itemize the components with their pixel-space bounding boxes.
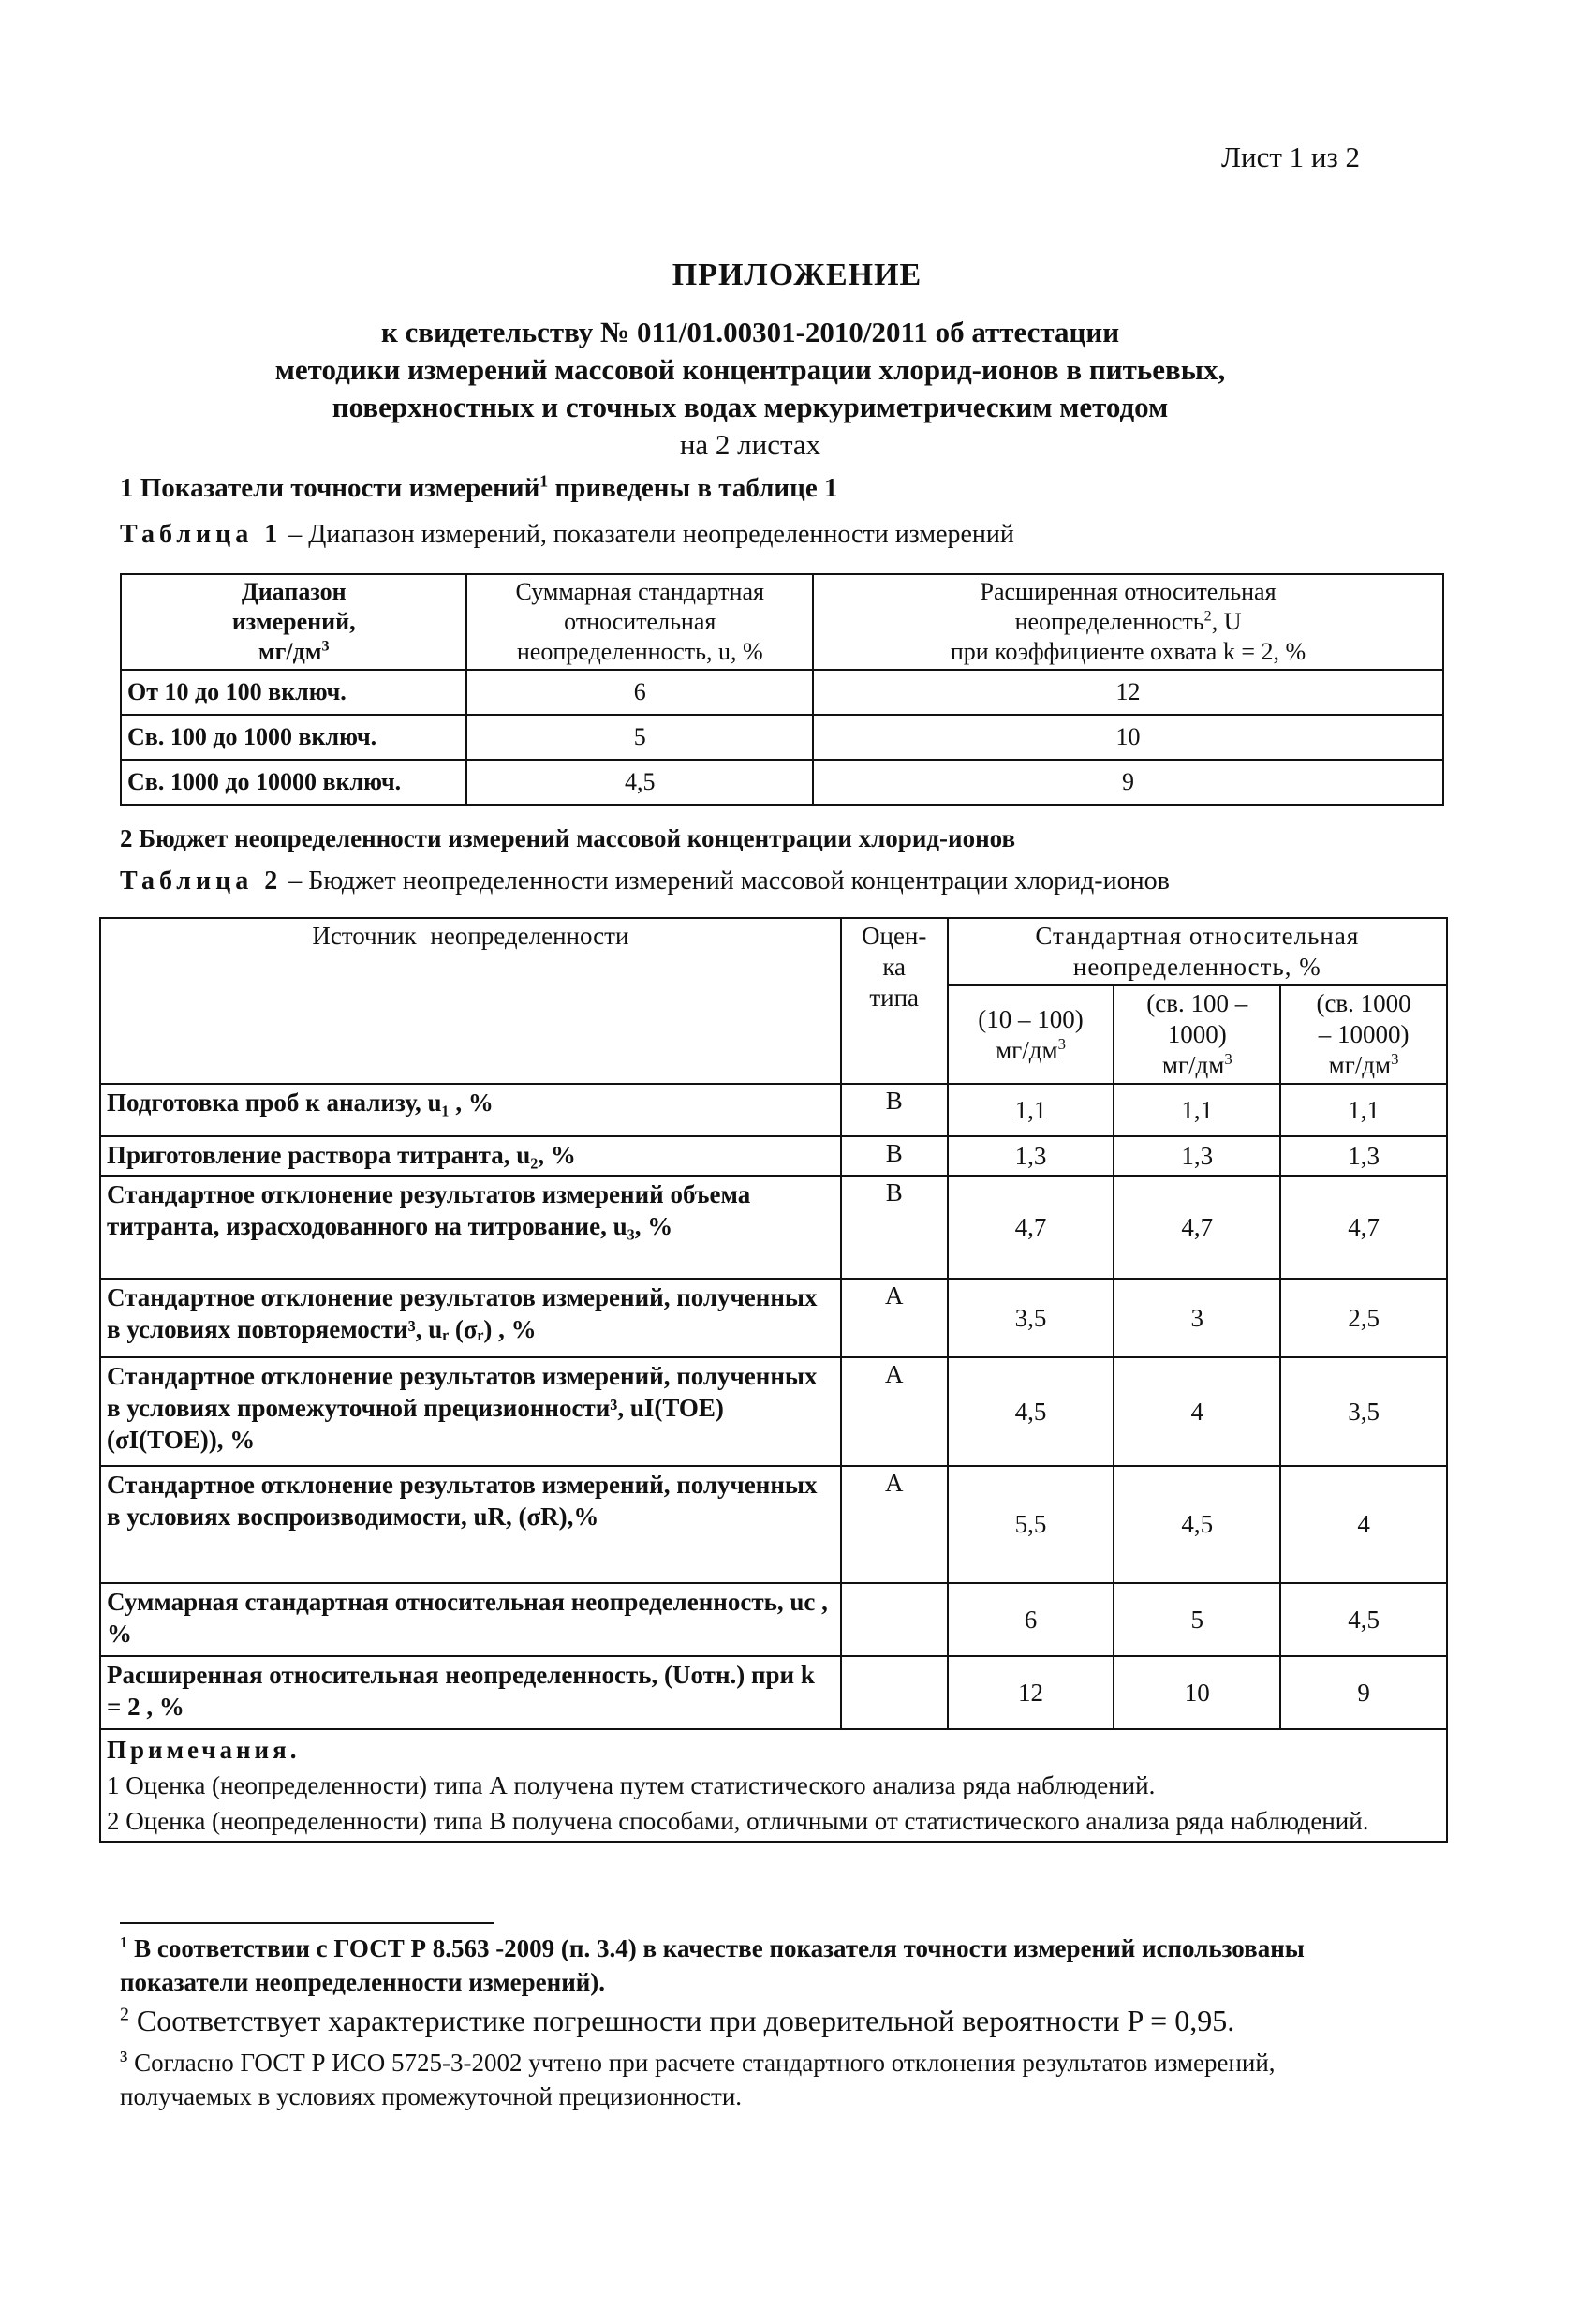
source-cell: Подготовка проб к анализу, u₁ , %: [100, 1084, 841, 1136]
type-cell: [841, 1656, 948, 1729]
header-range-2: [1114, 985, 1280, 1084]
footnote-text: В соответствии с ГОСТ Р 8.563 -2009 (п. 3.4) в качестве показателя точности измерений использованы показатели неопределенности измерений).: [120, 1934, 1305, 1996]
source-cell: Суммарная стандартная относительная неопределенность, uc , %: [100, 1583, 841, 1656]
header-text: – 10000): [1318, 1020, 1410, 1048]
header-text: неопределенность, u, %: [516, 638, 763, 665]
source-cell: Стандартное отклонение результатов измерений объема титранта, израсходованного на титрование, u₃, %: [100, 1176, 841, 1279]
value-cell: 5,5: [948, 1466, 1114, 1583]
value-cell: 4: [1114, 1357, 1280, 1466]
table-1-caption: [120, 520, 1014, 550]
footnote-mark: 1: [120, 1933, 128, 1951]
header-U: [813, 574, 1443, 670]
notes-cell: [100, 1729, 1447, 1842]
type-cell: В: [841, 1084, 948, 1136]
table-2-label: Таблица 2: [120, 866, 283, 896]
value-cell: 2,5: [1280, 1279, 1447, 1357]
value-cell: 9: [1280, 1656, 1447, 1729]
table-2-header: [100, 918, 1447, 985]
value-cell: 4: [1280, 1466, 1447, 1583]
heading-line-4: на 2 листах: [679, 428, 821, 461]
table-row: [100, 1136, 1447, 1176]
source-cell: Стандартное отклонение результатов измерений, полученных в условиях воспроизводимости, uR, (σR),%: [100, 1466, 841, 1583]
header-text: типа: [869, 984, 920, 1012]
header-text: $мг/дм^3$: [1161, 1050, 1232, 1079]
header-u: [466, 574, 813, 670]
header-text: измерений,: [231, 608, 356, 635]
footnote-1: [120, 1932, 1365, 1999]
table-row: [121, 760, 1443, 805]
range-cell: Св. 100 до 1000 включ.: [121, 715, 466, 760]
notes-title: Примечания.: [107, 1736, 301, 1764]
source-cell: Стандартное отклонение результатов измерений, полученных в условиях повторяемости³, uᵣ (σᵣ) , %: [100, 1279, 841, 1357]
table-row: [100, 1084, 1447, 1136]
header-text: относительная: [564, 608, 716, 635]
table-row: [121, 670, 1443, 715]
footnote-ref: 1: [539, 471, 549, 491]
header-range: [121, 574, 466, 670]
type-cell: [841, 1583, 948, 1656]
value-cell: 4,7: [1280, 1176, 1447, 1279]
section-1-text: 1 Показатели точности измерений: [120, 473, 540, 503]
range-cell: Св. 1000 до 10000 включ.: [121, 760, 466, 805]
source-cell: Приготовление раствора титранта, u₂, %: [100, 1136, 841, 1176]
header-text: Расширенная относительная: [980, 578, 1277, 605]
u-cell: 5: [466, 715, 813, 760]
type-cell: А: [841, 1466, 948, 1583]
header-source: Источник неопределенности: [100, 918, 841, 1084]
header-text: 1000): [1167, 1020, 1227, 1048]
section-2-title: 2 Бюджет неопределенности измерений массовой концентрации хлорид-ионов: [120, 824, 1016, 852]
header-text: $мг/дм^3$: [258, 638, 330, 665]
header-text: $мг/дм^3$: [996, 1034, 1066, 1064]
footnote-divider: [120, 1922, 494, 1924]
value-cell: 1,1: [1114, 1084, 1280, 1136]
header-text: ка: [882, 953, 907, 981]
type-cell: А: [841, 1357, 948, 1466]
header-text: при коэффициенте охвата k = 2, %: [950, 638, 1306, 665]
type-cell: В: [841, 1176, 948, 1279]
header-group: [948, 918, 1447, 985]
header-text: Суммарная стандартная: [515, 578, 764, 605]
heading-line-3: поверхностных и сточных водах меркуриметрическим методом: [332, 391, 1169, 423]
note-2: 2 Оценка (неопределенности) типа В получена способами, отличными от статистического анализа ряда наблюдений.: [107, 1807, 1369, 1835]
footnote-mark: 3: [120, 2048, 128, 2065]
footnote-2: [120, 2004, 1365, 2037]
header-eval: [841, 918, 948, 1084]
sheet-number: Лист 1 из 2: [1220, 141, 1360, 173]
U-cell: 10: [813, 715, 1443, 760]
table-row: [100, 1279, 1447, 1357]
table-row: [100, 1176, 1447, 1279]
note-1: 1 Оценка (неопределенности) типа А получена путем статистического анализа ряда наблюдений.: [107, 1771, 1156, 1799]
table-2-caption: [120, 866, 1170, 896]
table-2-notes: [100, 1729, 1447, 1842]
u-cell: 4,5: [466, 760, 813, 805]
table-row: [121, 715, 1443, 760]
table-1: [120, 573, 1444, 806]
header-text: Стандартная относительная: [1035, 922, 1360, 950]
value-cell: 1,3: [1114, 1136, 1280, 1176]
header-text: Диапазон: [241, 578, 347, 605]
value-cell: 4,7: [948, 1176, 1114, 1279]
value-cell: 3: [1114, 1279, 1280, 1357]
table-2: [99, 917, 1448, 1843]
header-text: Оцен-: [862, 922, 927, 950]
range-cell: От 10 до 100 включ.: [121, 670, 466, 715]
value-cell: 10: [1114, 1656, 1280, 1729]
table-1-label: Таблица 1: [120, 520, 283, 549]
value-cell: 1,1: [1280, 1084, 1447, 1136]
value-cell: 3,5: [1280, 1357, 1447, 1466]
appendix-title: ПРИЛОЖЕНИЕ: [672, 258, 922, 292]
value-cell: 1,3: [948, 1136, 1114, 1176]
type-cell: А: [841, 1279, 948, 1357]
header-text: (10 – 100): [978, 1004, 1084, 1033]
value-cell: 5: [1114, 1583, 1280, 1656]
header-range-3: [1280, 985, 1447, 1084]
value-cell: 3,5: [948, 1279, 1114, 1357]
source-cell: Расширенная относительная неопределенность, (Uотн.) при k = 2 , %: [100, 1656, 841, 1729]
value-cell: 1,3: [1280, 1136, 1447, 1176]
section-1-title: [120, 473, 837, 504]
header-text: (св. 100 –: [1146, 989, 1248, 1017]
heading-line-1: к свидетельству № 011/01.00301-2010/2011 об аттестации: [380, 316, 1120, 348]
type-cell: В: [841, 1136, 948, 1176]
u-cell: 6: [466, 670, 813, 715]
footnote-text: Соответствует характеристике погрешности при доверительной вероятности P = 0,95.: [128, 2004, 1235, 2037]
footnote-mark: 2: [120, 2004, 129, 2025]
table-1-header: [121, 574, 1443, 670]
heading-line-2: методики измерений массовой концентрации хлорид-ионов в питьевых,: [274, 353, 1226, 386]
table-row: [100, 1466, 1447, 1583]
footnote-text: Согласно ГОСТ Р ИСО 5725-3-2002 учтено при расчете стандартного отклонения результатов измерений, получаемых в условиях промежуточной прецизионности.: [120, 2049, 1276, 2110]
footnote-3: [120, 2046, 1365, 2113]
table-row: [100, 1583, 1447, 1656]
header-text: $мг/дм^3$: [1328, 1050, 1399, 1079]
header-text: неопределенность, %: [1072, 953, 1321, 981]
table-row: [100, 1656, 1447, 1729]
value-cell: 1,1: [948, 1084, 1114, 1136]
value-cell: 4,7: [1114, 1176, 1280, 1279]
table-2-caption-text: – Бюджет неопределенности измерений массовой концентрации хлорид-ионов: [282, 866, 1170, 896]
value-cell: 6: [948, 1583, 1114, 1656]
table-1-caption-text: – Диапазон измерений, показатели неопределенности измерений: [282, 520, 1014, 549]
value-cell: 4,5: [1114, 1466, 1280, 1583]
value-cell: 4,5: [1280, 1583, 1447, 1656]
U-cell: 12: [813, 670, 1443, 715]
source-cell: Стандартное отклонение результатов измерений, полученных в условиях промежуточной прецизионности³, uI(TOE) (σI(TOE)), %: [100, 1357, 841, 1466]
value-cell: 4,5: [948, 1357, 1114, 1466]
section-1-text-end: приведены в таблице 1: [548, 473, 838, 503]
header-text: неопределенность$^2$, U: [1014, 608, 1242, 635]
header-range-1: [948, 985, 1114, 1084]
table-row: [100, 1357, 1447, 1466]
header-text: (св. 1000: [1316, 989, 1411, 1017]
U-cell: 9: [813, 760, 1443, 805]
value-cell: 12: [948, 1656, 1114, 1729]
